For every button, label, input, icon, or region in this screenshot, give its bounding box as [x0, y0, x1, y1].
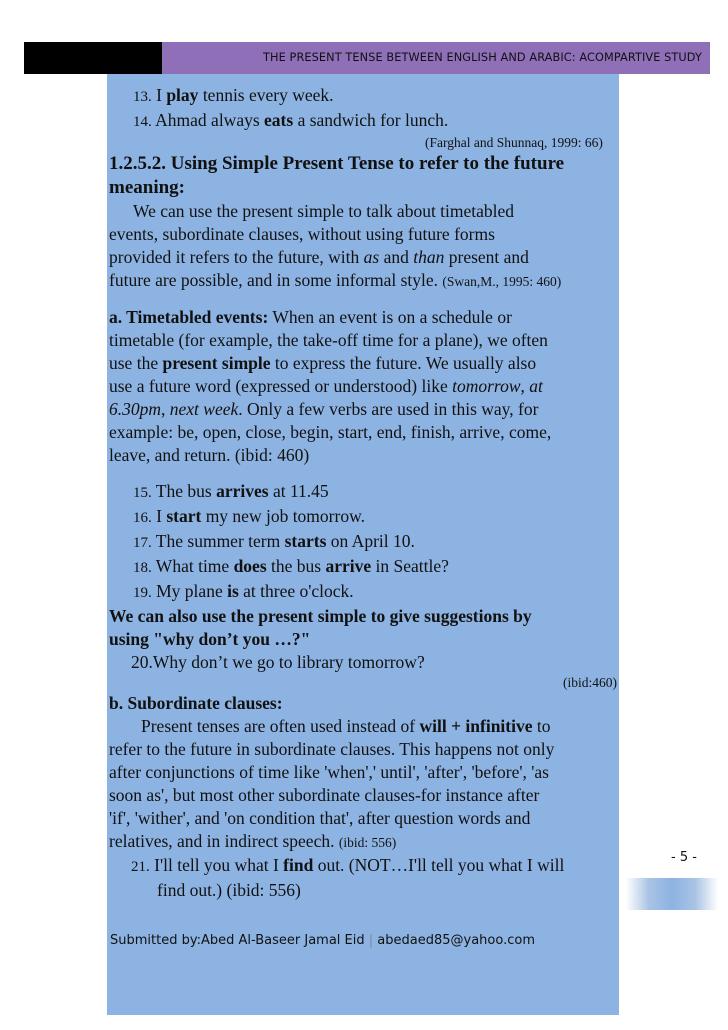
paragraph-line: events, subordinate clauses, without using future forms — [109, 224, 495, 244]
example-21: 21. I'll tell you what I find out. (NOT…I'll tell you what I will — [131, 855, 565, 875]
header-title: THE PRESENT TENSE BETWEEN ENGLISH AND ARABIC: ACOMPARTIVE STUDY — [263, 51, 702, 64]
example-13: 13. I play tennis every week. — [133, 85, 334, 105]
paragraph-line: refer to the future in subordinate clauses. This happens not only — [109, 739, 555, 759]
paragraph-line: timetable (for example, the take-off time for a plane), we often — [109, 330, 548, 350]
paragraph-line: after conjunctions of time like 'when',' until', 'after', 'before', 'as — [109, 762, 549, 782]
timetabled-events-line: a. Timetabled events: When an event is on a schedule or — [109, 307, 512, 327]
example-18: 18. What time does the bus arrive in Seattle? — [133, 556, 449, 576]
paragraph-line: future are possible, and in some informal style. (Swan,M., 1995: 460) — [109, 270, 562, 290]
paragraph-line: 6.30pm, next week. Only a few verbs are used in this way, for — [109, 399, 539, 419]
paragraph-line: Present tenses are often used instead of will + infinitive to — [141, 716, 551, 736]
paragraph-line: We can use the present simple to talk about timetabled — [133, 201, 515, 221]
paragraph-line: use a future word (expressed or understood) like tomorrow, at — [109, 376, 543, 396]
suggestion-heading: We can also use the present simple to give suggestions by — [109, 606, 532, 626]
paragraph-line: soon as', but most other subordinate clauses-for instance after — [109, 785, 540, 805]
subordinate-clauses-label: b. Subordinate clauses: — [109, 693, 283, 713]
citation-farghal: (Farghal and Shunnaq, 1999: 66) — [425, 135, 603, 150]
header-black-block — [24, 42, 162, 74]
page-number: - 5 - — [671, 850, 697, 865]
paragraph-line: relatives, and in indirect speech. (ibid: 556) — [109, 831, 397, 851]
example-21-cont: find out.) (ibid: 556) — [157, 880, 301, 900]
citation-ibid-556: (ibid: 556) — [338, 835, 397, 850]
paragraph-line: provided it refers to the future, with as and than present and — [109, 247, 529, 267]
footer-submitted: Submitted by:Abed Al-Baseer Jamal Eid — [110, 933, 365, 948]
example-16: 16. I start my new job tomorrow. — [133, 506, 365, 526]
paragraph-line: 'if', 'wither', and 'on condition that', after question words and — [109, 808, 531, 828]
page-tab-decoration — [626, 878, 718, 910]
example-17: 17. The summer term starts on April 10. — [133, 531, 415, 551]
example-19: 19. My plane is at three o'clock. — [133, 581, 354, 601]
footer — [110, 933, 535, 948]
page-content — [109, 84, 621, 902]
example-20: 20.Why don’t we go to library tomorrow? — [131, 652, 425, 672]
example-15: 15. The bus arrives at 11.45 — [133, 481, 329, 501]
paragraph-line: use the present simple to express the future. We usually also — [109, 353, 537, 373]
citation-ibid-460: (ibid:460) — [563, 675, 617, 690]
citation-swan: (Swan,M., 1995: 460) — [442, 274, 562, 289]
section-heading: 1.2.5.2. Using Simple Present Tense to refer to the future — [109, 153, 565, 174]
paragraph-line: leave, and return. (ibid: 460) — [109, 445, 310, 465]
example-14: 14. Ahmad always eats a sandwich for lunch. — [133, 110, 449, 130]
footer-email: abedaed85@yahoo.com — [377, 933, 535, 948]
footer-separator: | — [364, 933, 378, 948]
paragraph-line: example: be, open, close, begin, start, end, finish, arrive, come, — [109, 422, 552, 442]
timetabled-events-label: a. Timetabled events: — [109, 307, 269, 327]
suggestion-heading-cont: using "why don’t you …?" — [109, 629, 311, 649]
section-heading-cont: meaning: — [109, 177, 185, 198]
